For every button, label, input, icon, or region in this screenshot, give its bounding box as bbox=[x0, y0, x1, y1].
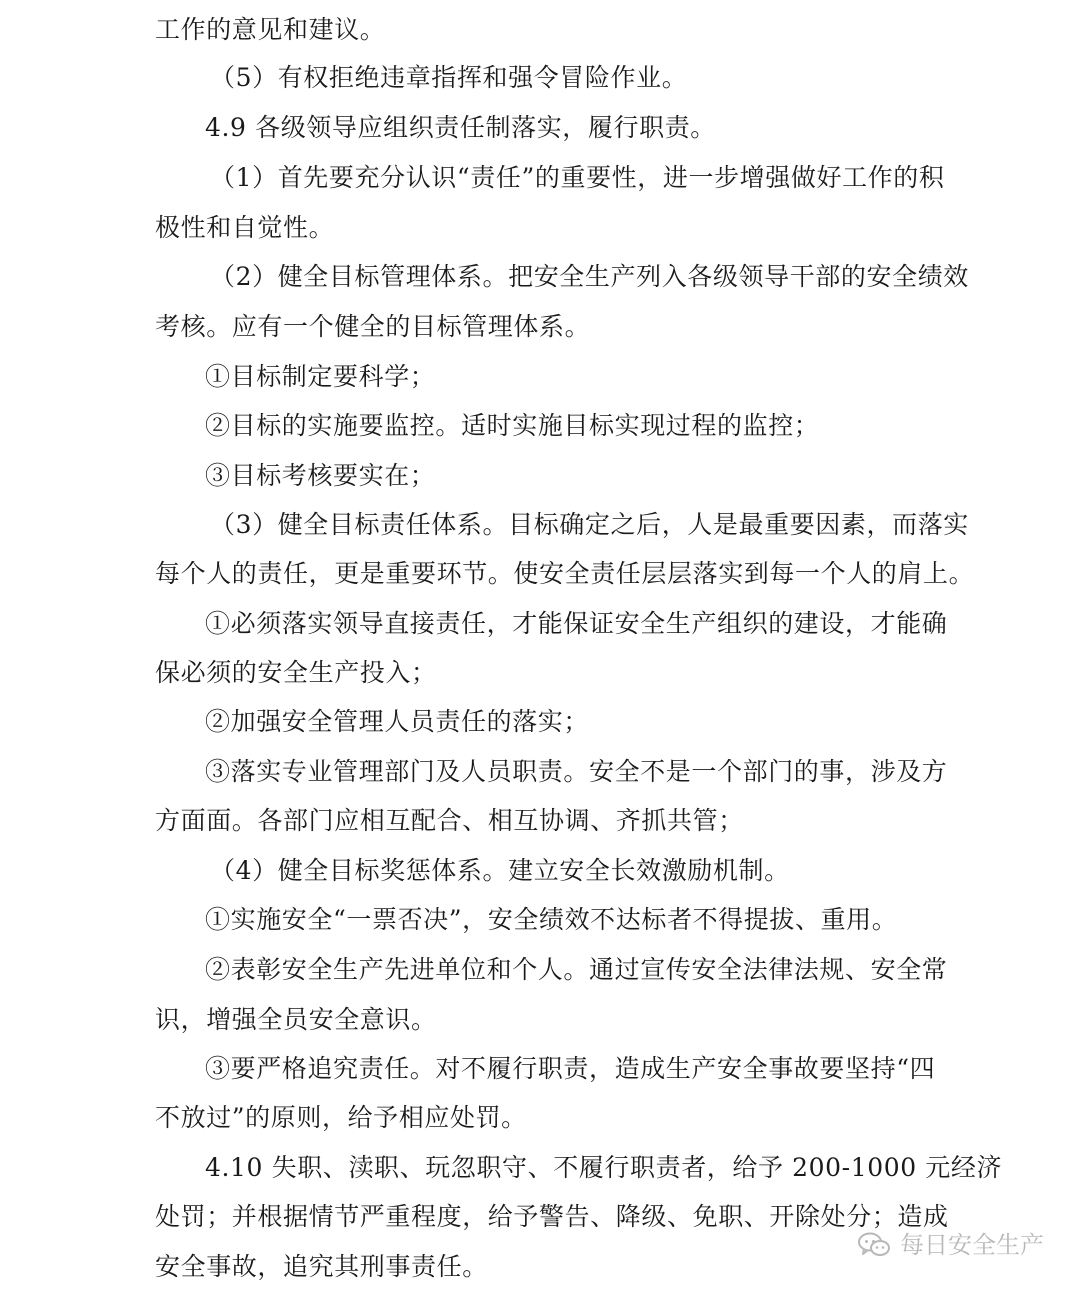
watermark-text: 每日安全生产 bbox=[900, 1231, 1044, 1259]
text-line: 极性和自觉性。 bbox=[155, 213, 335, 242]
text-line: （3）健全目标责任体系。目标确定之后，人是最重要因素，而落实 bbox=[210, 510, 969, 539]
text-line: ③要严格追究责任。对不履行职责，造成生产安全事故要坚持“四 bbox=[205, 1054, 936, 1083]
text-line: ③目标考核要实在； bbox=[205, 461, 436, 490]
watermark bbox=[856, 1230, 1044, 1260]
text-line: ②表彰安全生产先进单位和个人。通过宣传安全法律法规、安全常 bbox=[205, 955, 948, 984]
text-line: （2）健全目标管理体系。把安全生产列入各级领导干部的安全绩效 bbox=[210, 262, 969, 291]
text-line: （5）有权拒绝违章指挥和强令冒险作业。 bbox=[210, 63, 688, 92]
text-line: 工作的意见和建议。 bbox=[155, 15, 386, 44]
text-line: （4）健全目标奖惩体系。建立安全长效激励机制。 bbox=[210, 856, 790, 885]
text-line: 4.9 各级领导应组织责任制落实，履行职责。 bbox=[205, 113, 716, 142]
text-line: ①目标制定要科学； bbox=[205, 362, 436, 391]
text-line: 识，增强全员安全意识。 bbox=[155, 1005, 437, 1034]
text-line: 保必须的安全生产投入； bbox=[155, 658, 437, 687]
text-line: ②目标的实施要监控。适时实施目标实现过程的监控； bbox=[205, 411, 820, 440]
text-line: 方面面。各部门应相互配合、相互协调、齐抓共管； bbox=[155, 806, 744, 835]
text-line: 不放过”的原则，给予相应处罚。 bbox=[155, 1103, 527, 1132]
text-line: （1）首先要充分认识“责任”的重要性，进一步增强做好工作的积 bbox=[210, 163, 945, 192]
text-line: 每个人的责任，更是重要环节。使安全责任层层落实到每一个人的肩上。 bbox=[155, 559, 975, 588]
text-line: ②加强安全管理人员责任的落实； bbox=[205, 707, 590, 736]
text-line: ①实施安全“一票否决”，安全绩效不达标者不得提拔、重用。 bbox=[205, 905, 898, 934]
text-line: 处罚；并根据情节严重程度，给予警告、降级、免职、开除处分；造成 bbox=[155, 1202, 949, 1231]
text-line: ③落实专业管理部门及人员职责。安全不是一个部门的事，涉及方 bbox=[205, 757, 948, 786]
text-line: 4.10 失职、渎职、玩忽职守、不履行职责者，给予 200-1000 元经济 bbox=[205, 1153, 1003, 1182]
text-line: 考核。应有一个健全的目标管理体系。 bbox=[155, 312, 591, 341]
text-line: 安全事故，追究其刑事责任。 bbox=[155, 1252, 488, 1281]
wechat-icon bbox=[856, 1230, 892, 1260]
text-line: ①必须落实领导直接责任，才能保证安全生产组织的建设，才能确 bbox=[205, 609, 948, 638]
